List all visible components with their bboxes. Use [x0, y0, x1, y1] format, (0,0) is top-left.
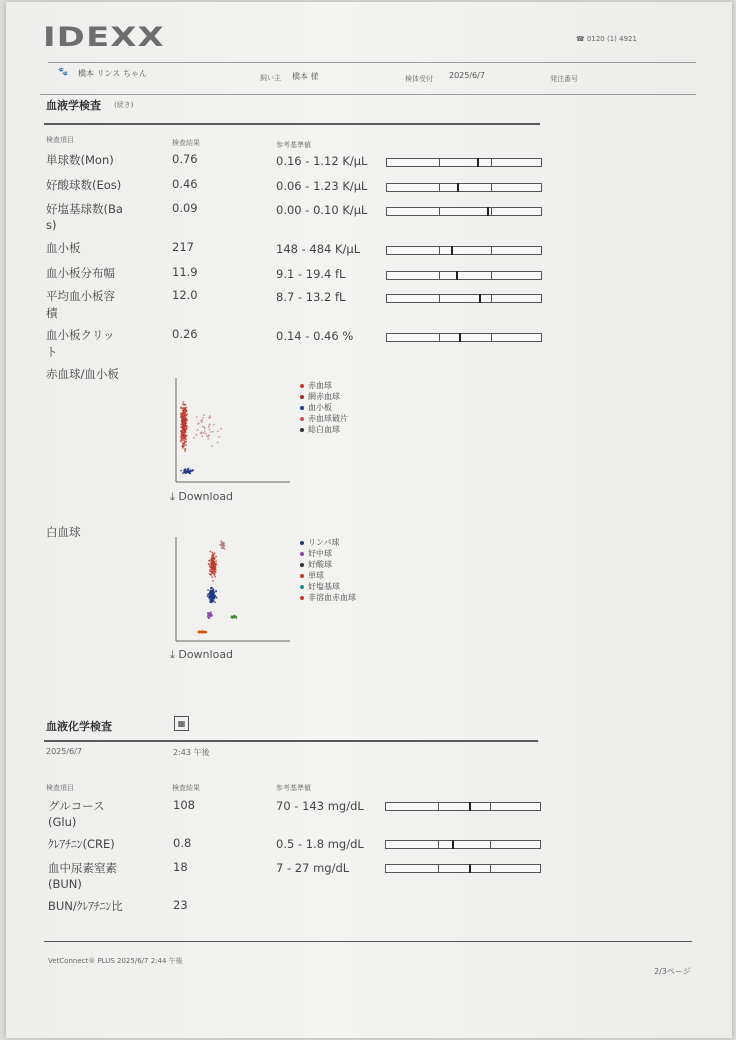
- rbc-point: [181, 419, 183, 421]
- result-marker: [459, 333, 461, 342]
- monocyte-point: [213, 564, 215, 566]
- result-marker: [469, 864, 471, 873]
- legend-swatch: [300, 585, 304, 589]
- col-ref-header: 参考基準値: [276, 141, 311, 149]
- rbc-point: [181, 414, 183, 416]
- lymphocyte-point: [210, 601, 212, 603]
- legend-label: リンパ球: [308, 538, 340, 547]
- rbc-point: [183, 407, 185, 409]
- test-name-cont: s): [46, 218, 57, 232]
- monocyte-point: [214, 573, 216, 575]
- contact-number: ☎ 0120 (1) 4921: [576, 35, 637, 43]
- page-number: 2/3ページ: [654, 967, 691, 976]
- hematology-title-note: (続き): [114, 101, 134, 109]
- rbc-point: [182, 428, 184, 430]
- footer-rule: [44, 941, 692, 942]
- rbc-fragment-point: [213, 424, 215, 426]
- result-marker: [487, 207, 489, 216]
- monocyte-point: [212, 560, 214, 562]
- monocyte-point: [215, 567, 217, 569]
- eosinophil-point: [231, 617, 233, 619]
- rbc-fragment-point: [205, 433, 207, 435]
- wbc-scatter-plot: [168, 535, 293, 645]
- reference-range: 70 - 143 mg/dL: [276, 799, 364, 813]
- chemistry-time: 2:43 午後: [173, 748, 210, 757]
- monocyte-point: [212, 554, 214, 556]
- range-tick: [491, 334, 492, 341]
- order-label: 発注番号: [550, 75, 578, 83]
- legend-swatch: [300, 417, 304, 421]
- reference-range-bar: [385, 864, 541, 873]
- test-name-cont: (Glu): [48, 815, 77, 829]
- basophil-point: [200, 631, 202, 633]
- header-rule-top: [48, 62, 696, 63]
- wbc-legend: [300, 537, 356, 603]
- reference-range: 0.06 - 1.23 K/μL: [276, 179, 368, 193]
- rbc-fragment-point: [217, 430, 219, 432]
- legend-item: [300, 391, 348, 402]
- rbc-fragment-point: [197, 423, 199, 425]
- rbc-point: [186, 435, 188, 437]
- result-marker: [451, 246, 453, 255]
- chem-col-ref-header: 参考基準値: [276, 784, 311, 792]
- rbc-point: [183, 445, 185, 447]
- reference-range: 9.1 - 19.4 fL: [276, 267, 346, 281]
- rbc-point: [183, 410, 185, 412]
- rbc-fragment-point: [209, 415, 211, 417]
- test-name-cont: (BUN): [48, 877, 82, 891]
- basophil-point: [204, 632, 206, 634]
- monocyte-point: [211, 576, 213, 578]
- monocyte-point: [210, 565, 212, 567]
- test-result: 12.0: [172, 288, 198, 302]
- wbc-download-link[interactable]: ⤓ Download: [170, 648, 234, 661]
- reference-range-bar: [385, 802, 541, 811]
- rbc-fragment-point: [208, 426, 210, 428]
- owner-name: 橋本 様: [292, 72, 319, 81]
- legend-label: 非溶血赤血球: [308, 593, 356, 602]
- legend-swatch: [300, 552, 304, 556]
- lymphocyte-point: [210, 591, 212, 593]
- monocyte-point: [212, 580, 214, 582]
- legend-label: 単球: [308, 571, 324, 580]
- platelet-point: [189, 472, 191, 474]
- rbc-point: [183, 436, 185, 438]
- legend-item: [300, 559, 356, 570]
- range-tick: [491, 184, 492, 191]
- chemistry-title: 血液化学検査: [46, 720, 112, 733]
- rbc-fragment-point: [209, 424, 211, 426]
- report-page: [6, 2, 732, 1038]
- idexx-logo: IDEXX: [43, 22, 165, 53]
- reference-range-bar: [386, 158, 542, 167]
- legend-item: [300, 537, 356, 548]
- range-tick: [439, 159, 440, 166]
- rbc-fragment-point: [212, 431, 214, 433]
- reference-range-bar: [386, 294, 542, 303]
- patient-name: 橋本 リンス ちゃん: [78, 69, 147, 78]
- neutrophil-point: [210, 615, 212, 617]
- monocyte-point: [214, 552, 216, 554]
- reference-range: 0.00 - 0.10 K/μL: [276, 203, 368, 217]
- reference-range-bar: [386, 271, 542, 280]
- platelet-point: [190, 470, 192, 472]
- rbc-fragment-point: [201, 433, 203, 435]
- col-item-header: 検査項目: [46, 136, 74, 144]
- rbc-fragment-point: [211, 445, 213, 447]
- rbc-fragment-point: [196, 416, 198, 418]
- chemistry-rule: [44, 740, 538, 742]
- test-name: 好酸球数(Eos): [46, 178, 122, 192]
- rbc-point: [183, 429, 185, 431]
- test-name: ｸﾚｱﾁﾆﾝ(CRE): [48, 837, 115, 851]
- test-result: 0.8: [173, 836, 192, 850]
- range-tick: [491, 295, 492, 302]
- date-label: 検体受付: [405, 75, 433, 83]
- chem-col-item-header: 検査項目: [46, 784, 74, 792]
- result-marker: [457, 183, 459, 192]
- lymphocyte-point: [210, 587, 212, 589]
- rbc-point: [185, 441, 187, 443]
- legend-item: [300, 413, 348, 424]
- hematology-title: 血液学検査: [46, 99, 101, 112]
- monocyte-point: [212, 568, 214, 570]
- legend-item: [300, 380, 348, 391]
- monocyte-point: [213, 556, 215, 558]
- reference-range-bar: [386, 183, 542, 192]
- range-tick: [439, 272, 440, 279]
- rbc-point: [182, 442, 184, 444]
- rbc-point: [186, 410, 188, 412]
- download-icon: ⤓: [170, 648, 179, 661]
- rbc-fragment-point: [207, 435, 209, 437]
- neutrophil-point: [208, 617, 210, 619]
- test-name: BUN/ｸﾚｱﾁﾆﾝ比: [48, 899, 123, 913]
- legend-item: [300, 570, 356, 581]
- legend-swatch: [300, 596, 304, 600]
- rbc-point: [185, 415, 187, 417]
- test-result: 0.09: [172, 201, 198, 215]
- rbc-point: [184, 421, 186, 423]
- result-marker: [469, 802, 471, 811]
- reference-range-bar: [386, 246, 542, 255]
- monocyte-point: [211, 559, 213, 561]
- footer-product: VetConnect® PLUS 2025/6/7 2:44 午後: [48, 957, 183, 965]
- rbc-fragment-point: [210, 431, 212, 433]
- nrbc-point: [222, 544, 224, 546]
- range-tick: [490, 865, 491, 872]
- legend-item: [300, 424, 348, 435]
- reference-range: 148 - 484 K/μL: [276, 242, 361, 256]
- monocyte-point: [215, 569, 217, 571]
- rbc-point: [180, 424, 182, 426]
- lymphocyte-point: [211, 597, 213, 599]
- rbc-legend: [300, 380, 348, 435]
- monocyte-point: [209, 573, 211, 575]
- range-tick: [438, 841, 439, 848]
- range-tick: [490, 803, 491, 810]
- legend-swatch: [300, 574, 304, 578]
- rbc-point: [183, 401, 185, 403]
- range-tick: [439, 295, 440, 302]
- legend-swatch: [300, 395, 304, 399]
- rbc-point: [185, 448, 187, 450]
- monocyte-point: [210, 574, 212, 576]
- rbc-fragment-point: [220, 428, 222, 430]
- test-result: 108: [173, 798, 195, 812]
- monocyte-point: [213, 558, 215, 560]
- reference-range: 7 - 27 mg/dL: [276, 861, 350, 875]
- reference-range: 0.16 - 1.12 K/μL: [276, 154, 368, 168]
- legend-label: 血小板: [308, 403, 332, 412]
- header-rule-bottom: [40, 94, 696, 95]
- rbc-fragment-point: [204, 430, 206, 432]
- rbc-point: [185, 418, 187, 420]
- platelet-point: [185, 469, 187, 471]
- range-tick: [438, 803, 439, 810]
- test-result: 18: [173, 860, 188, 874]
- lymphocyte-point: [212, 591, 214, 593]
- range-tick: [490, 841, 491, 848]
- range-tick: [491, 159, 492, 166]
- test-name: 平均血小板容: [46, 289, 115, 303]
- monocyte-point: [210, 571, 212, 573]
- hematology-rule: [44, 123, 540, 125]
- rbc-fragment-point: [217, 442, 219, 444]
- range-tick: [491, 272, 492, 279]
- legend-swatch: [300, 563, 304, 567]
- legend-label: 総白血球: [308, 425, 340, 434]
- lymphocyte-point: [209, 597, 211, 599]
- rbc-download-link[interactable]: ⤓ Download: [170, 490, 234, 503]
- test-name: 単球数(Mon): [46, 153, 114, 167]
- range-tick: [439, 247, 440, 254]
- rbc-point: [185, 407, 187, 409]
- rbc-point: [181, 407, 183, 409]
- test-name: 好塩基球数(Ba: [46, 202, 123, 216]
- paw-icon: 🐾: [58, 67, 68, 76]
- rbc-point: [185, 444, 187, 446]
- range-tick: [439, 184, 440, 191]
- rbc-fragment-point: [203, 426, 205, 428]
- monocyte-point: [215, 563, 217, 565]
- test-name: 血小板: [46, 241, 81, 255]
- legend-item: [300, 402, 348, 413]
- rbc-point: [182, 439, 184, 441]
- wbc-plot-title: 白血球: [46, 525, 81, 539]
- rbc-point: [186, 428, 188, 430]
- legend-label: 赤血球破片: [308, 414, 348, 423]
- legend-label: 網赤血球: [308, 392, 340, 401]
- result-marker: [479, 294, 481, 303]
- test-result: 0.76: [172, 152, 198, 166]
- rbc-fragment-point: [202, 417, 204, 419]
- monocyte-point: [215, 571, 217, 573]
- test-result: 0.46: [172, 177, 198, 191]
- eosinophil-point: [236, 617, 238, 619]
- range-tick: [439, 208, 440, 215]
- rbc-fragment-point: [202, 426, 204, 428]
- lymphocyte-point: [210, 595, 212, 597]
- legend-label: 赤血球: [308, 381, 332, 390]
- monocyte-point: [214, 576, 216, 578]
- monocyte-point: [215, 556, 217, 558]
- rbc-plot-title: 赤血球/血小板: [46, 367, 119, 381]
- chem-col-result-header: 検査結果: [172, 784, 200, 792]
- lymphocyte-point: [214, 595, 216, 597]
- rbc-point: [185, 404, 187, 406]
- range-tick: [491, 208, 492, 215]
- monocyte-point: [209, 551, 211, 553]
- monocyte-point: [208, 564, 210, 566]
- rbc-fragment-point: [207, 438, 209, 440]
- legend-swatch: [300, 428, 304, 432]
- range-tick: [439, 334, 440, 341]
- legend-item: [300, 592, 356, 603]
- test-result: 0.26: [172, 327, 198, 341]
- lymphocyte-point: [207, 589, 209, 591]
- legend-label: 好塩基球: [308, 582, 340, 591]
- rbc-fragment-point: [203, 414, 205, 416]
- test-result: 11.9: [172, 265, 198, 279]
- rbc-point: [183, 423, 185, 425]
- platelet-point: [192, 469, 194, 471]
- platelet-point: [180, 470, 182, 472]
- neutrophil-point: [207, 612, 209, 614]
- lymphocyte-point: [215, 591, 217, 593]
- test-name-cont: ト: [46, 345, 58, 359]
- rbc-fragment-point: [201, 421, 203, 423]
- reference-range-bar: [386, 207, 542, 216]
- lymphocyte-point: [213, 598, 215, 600]
- test-result: 217: [172, 240, 194, 254]
- eosinophil-point: [233, 617, 235, 619]
- rbc-point: [180, 416, 182, 418]
- rbc-point: [185, 409, 187, 411]
- reference-range-bar: [386, 333, 542, 342]
- report-date: 2025/6/7: [449, 71, 485, 80]
- chemistry-date: 2025/6/7: [46, 747, 82, 756]
- rbc-fragment-point: [193, 437, 195, 439]
- rbc-scatter-plot: [168, 376, 293, 486]
- test-name: 血中尿素窒素: [48, 861, 117, 875]
- legend-swatch: [300, 384, 304, 388]
- monocyte-point: [215, 560, 217, 562]
- lymphocyte-point: [214, 602, 216, 604]
- rbc-fragment-point: [196, 434, 198, 436]
- rbc-point: [180, 437, 182, 439]
- rbc-point: [183, 433, 185, 435]
- nrbc-point: [224, 548, 226, 550]
- lymphocyte-point: [210, 590, 212, 592]
- reference-range: 0.5 - 1.8 mg/dL: [276, 837, 364, 851]
- test-name: 血小板クリッ: [46, 328, 115, 342]
- owner-label: 飼い主: [260, 74, 281, 82]
- reference-range-bar: [385, 840, 541, 849]
- rbc-point: [183, 418, 185, 420]
- test-result: 23: [173, 898, 188, 912]
- rbc-fragment-point: [218, 436, 220, 438]
- reference-range: 8.7 - 13.2 fL: [276, 290, 346, 304]
- range-tick: [491, 247, 492, 254]
- legend-label: 好中球: [308, 549, 332, 558]
- legend-item: [300, 548, 356, 559]
- legend-item: [300, 581, 356, 592]
- legend-label: 好酸球: [308, 560, 332, 569]
- monocyte-point: [209, 560, 211, 562]
- platelet-point: [186, 470, 188, 472]
- lymphocyte-point: [210, 599, 212, 601]
- download-icon: ⤓: [170, 490, 179, 503]
- rbc-fragment-point: [203, 432, 205, 434]
- result-marker: [452, 840, 454, 849]
- test-name-cont: 積: [46, 306, 58, 320]
- nrbc-point: [220, 540, 222, 542]
- legend-swatch: [300, 406, 304, 410]
- rbc-point: [186, 425, 188, 427]
- test-name: 血小板分布幅: [46, 266, 115, 280]
- monocyte-point: [210, 563, 212, 565]
- rbc-fragment-point: [197, 429, 199, 431]
- rbc-fragment-point: [209, 429, 211, 431]
- legend-swatch: [300, 541, 304, 545]
- rbc-fragment-point: [201, 435, 203, 437]
- reference-range: 0.14 - 0.46 %: [276, 329, 354, 343]
- result-marker: [456, 271, 458, 280]
- nrbc-point: [222, 542, 224, 544]
- print-icon[interactable]: ▦: [174, 716, 189, 731]
- monocyte-point: [212, 552, 214, 554]
- range-tick: [438, 865, 439, 872]
- col-result-header: 検査結果: [172, 139, 200, 147]
- monocyte-point: [212, 571, 214, 573]
- platelet-point: [182, 472, 184, 474]
- lymphocyte-point: [212, 589, 214, 591]
- rbc-point: [184, 450, 186, 452]
- result-marker: [477, 158, 479, 167]
- rbc-point: [184, 438, 186, 440]
- test-name: グルコース: [48, 799, 105, 813]
